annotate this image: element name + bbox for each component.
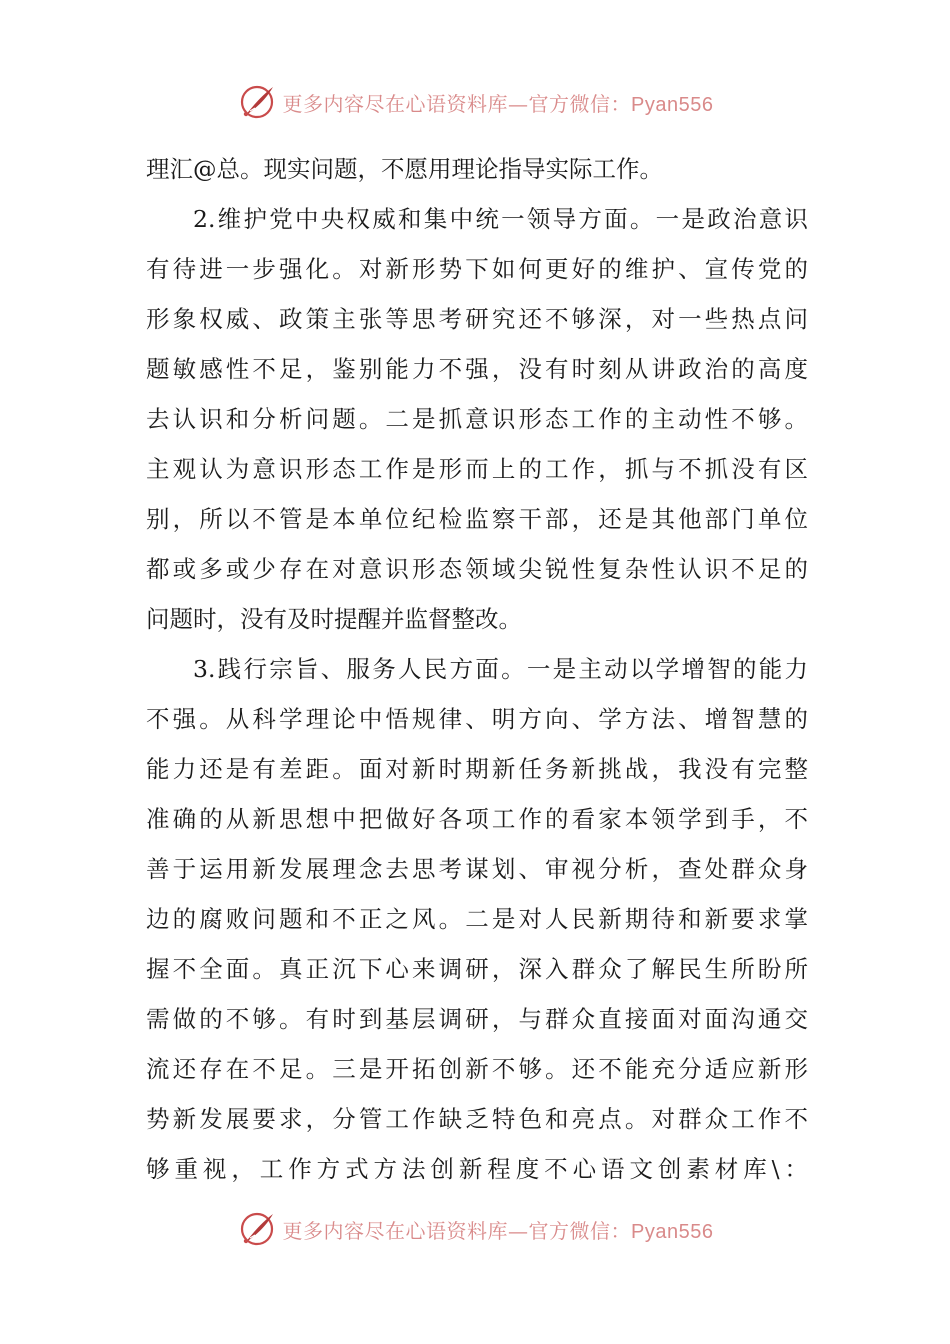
text-line: 主观认为意识形态工作是形而上的工作，抓与不抓没有区 bbox=[146, 455, 808, 483]
text-line: 需做的不够。有时到基层调研，与群众直接面对面沟通交 bbox=[146, 1005, 808, 1033]
text-line: 能力还是有差距。面对新时期新任务新挑战，我没有完整 bbox=[146, 755, 808, 783]
watermark-banner-top bbox=[0, 80, 950, 124]
watermark-text: 更多内容尽在心语资料库—官方微信：Pyan556 bbox=[282, 1218, 714, 1243]
text-line: 善于运用新发展理念去思考谋划、审视分析，查处群众身 bbox=[146, 855, 808, 883]
quill-logo-icon bbox=[237, 82, 277, 122]
text-line: 别，所以不管是本单位纪检监察干部，还是其他部门单位 bbox=[146, 505, 808, 533]
text-line: 2.维护党中央权威和集中统一领导方面。一是政治意识 bbox=[193, 205, 808, 233]
text-line: 3.践行宗旨、服务人民方面。一是主动以学增智的能力 bbox=[193, 655, 808, 683]
text-line: 去认识和分析问题。二是抓意识形态工作的主动性不够。 bbox=[146, 405, 808, 433]
watermark-banner-bottom bbox=[0, 1207, 950, 1251]
text-line: 形象权威、政策主张等思考研究还不够深，对一些热点问 bbox=[146, 305, 808, 333]
document-body bbox=[146, 144, 808, 1194]
text-line: 问题时，没有及时提醒并监督整改。 bbox=[146, 605, 522, 633]
text-line: 理汇@总。现实问题，不愿用理论指导实际工作。 bbox=[146, 155, 663, 183]
text-line: 都或多或少存在对意识形态领域尖锐性复杂性认识不足的 bbox=[146, 555, 808, 583]
watermark-wechat-id: Pyan556 bbox=[631, 93, 714, 116]
text-line: 边的腐败问题和不正之风。二是对人民新期待和新要求掌 bbox=[146, 905, 808, 933]
text-line: 势新发展要求，分管工作缺乏特色和亮点。对群众工作不 bbox=[146, 1105, 808, 1133]
watermark-text: 更多内容尽在心语资料库—官方微信：Pyan556 bbox=[282, 91, 714, 116]
text-line: 够重视，工作方式方法创新程度不心语文创素材库\： bbox=[146, 1155, 808, 1183]
text-line: 题敏感性不足，鉴别能力不强，没有时刻从讲政治的高度 bbox=[146, 355, 808, 383]
watermark-inner bbox=[237, 1209, 714, 1249]
text-line: 准确的从新思想中把做好各项工作的看家本领学到手，不 bbox=[146, 805, 808, 833]
text-line: 握不全面。真正沉下心来调研，深入群众了解民生所盼所 bbox=[146, 955, 808, 983]
watermark-inner bbox=[237, 82, 714, 122]
text-line: 有待进一步强化。对新形势下如何更好的维护、宣传党的 bbox=[146, 255, 808, 283]
text-line: 流还存在不足。三是开拓创新不够。还不能充分适应新形 bbox=[146, 1055, 808, 1083]
watermark-wechat-id: Pyan556 bbox=[631, 1220, 714, 1243]
text-line: 不强。从科学理论中悟规律、明方向、学方法、增智慧的 bbox=[146, 705, 808, 733]
quill-logo-icon bbox=[237, 1209, 277, 1249]
